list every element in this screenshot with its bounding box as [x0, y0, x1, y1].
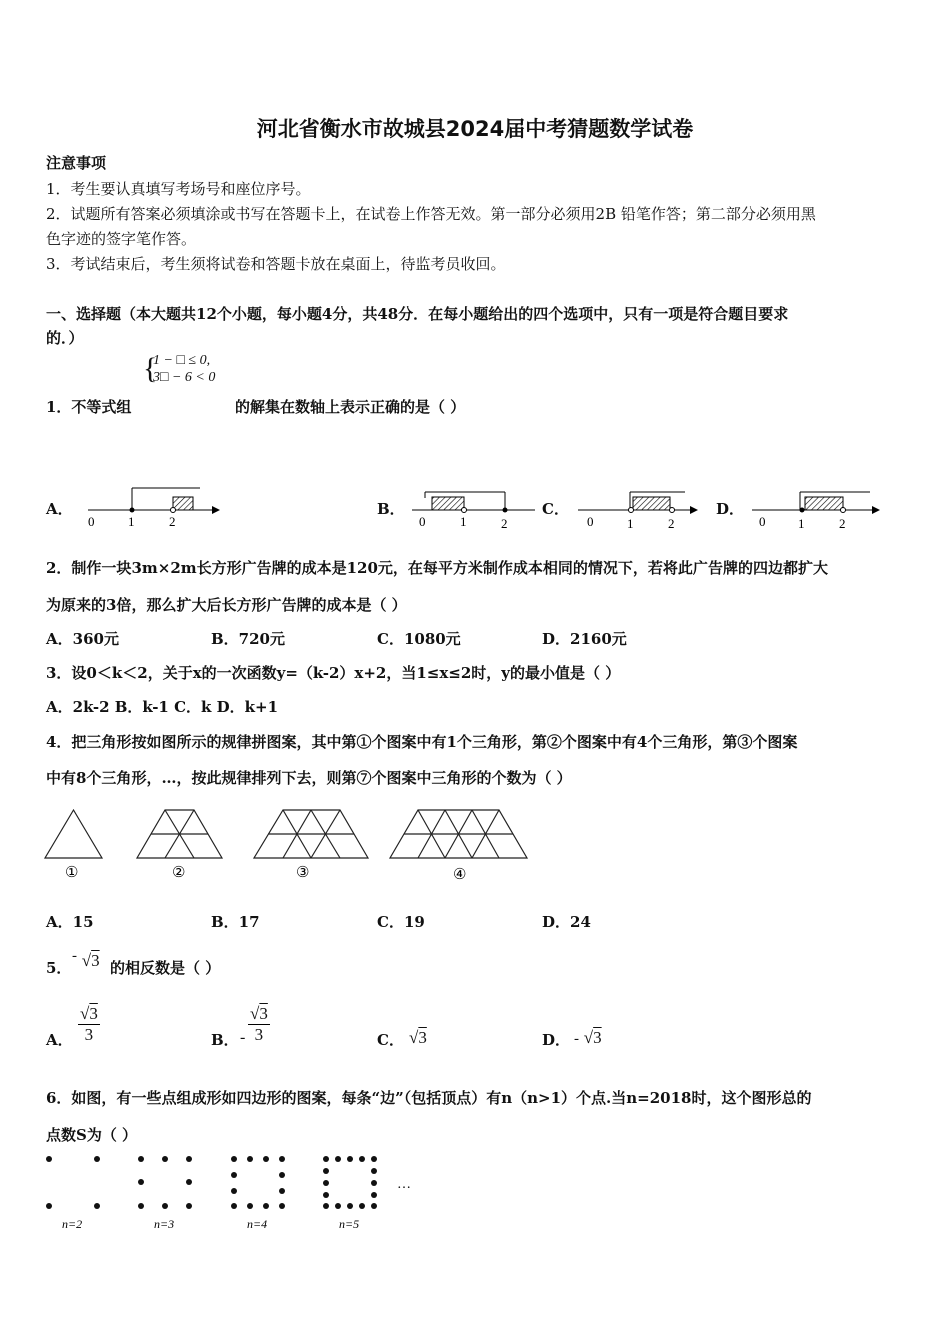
q4-option-d: D．24	[542, 913, 591, 931]
dot-pattern-n2	[46, 1156, 100, 1209]
triangle-pattern-2	[137, 810, 222, 858]
section-heading: 一、选择题（本大题共12个小题，每小题4分，共48分．在每小题给出的四个选项中，只有一项是符合题目要求	[46, 305, 789, 323]
tick-label: 1	[627, 516, 634, 531]
q2-option-c: C．1080元	[377, 630, 461, 648]
triangle-pattern-1	[45, 810, 102, 858]
tick-label: 2	[668, 516, 675, 531]
question-4-text-cont: 中有8个三角形，…，按此规律排列下去，则第⑦个图案中三角形的个数为（ ）	[46, 769, 572, 787]
pattern-label: ③	[296, 865, 310, 881]
inequality-system: { 1 − □ ≤ 0, 3□ − 6 < 0	[143, 352, 216, 385]
q5-option-a-value: $\frac{√3}{3}$	[80, 1004, 98, 1044]
q1-option-b-label: B．	[377, 500, 405, 518]
tick-label: 1	[798, 516, 805, 531]
notice-item: 色字迹的签字笔作答。	[46, 230, 197, 248]
question-1-suffix: 的解集在数轴上表示正确的是（ ）	[235, 398, 466, 416]
dot-pattern-n4	[231, 1156, 285, 1209]
q5-option-d-value: - √3	[574, 1028, 602, 1047]
q2-option-d: D．2160元	[542, 630, 627, 648]
q2-option-a: A．360元	[46, 630, 119, 648]
q1-option-d-label: D．	[716, 500, 745, 518]
q3-options: A．2k-2 B．k-1 C．k D．k+1	[46, 698, 279, 716]
q5-option-d-label: D．	[542, 1031, 571, 1049]
q5-option-b-label: B．	[211, 1031, 239, 1049]
page-title: 河北省衡水市故城县2024届中考猜题数学试卷	[256, 117, 694, 141]
triangle-patterns	[0, 800, 950, 890]
q4-option-c: C．19	[377, 913, 425, 931]
tick-label: 2	[169, 514, 176, 529]
question-4-text: 4．把三角形按如图所示的规律拼图案，其中第①个图案中有1个三角形，第②个图案中有4个三角形，第③个图案	[46, 733, 798, 751]
number-line-c	[578, 492, 698, 531]
tick-label: 0	[759, 514, 766, 529]
tick-label: 0	[587, 514, 594, 529]
pattern-label: ①	[65, 865, 79, 881]
ellipsis: …	[397, 1177, 411, 1192]
dot-label: n=4	[247, 1217, 268, 1231]
dot-pattern-n5	[323, 1156, 377, 1209]
q5-option-a-label: A．	[46, 1031, 73, 1049]
q5-option-c-value: √3	[409, 1028, 427, 1047]
q2-option-b: B．720元	[211, 630, 285, 648]
pattern-label: ④	[453, 867, 467, 883]
notice-item: 1．考生要认真填写考场号和座位序号。	[46, 180, 311, 198]
tick-label: 0	[88, 514, 95, 529]
tick-label: 2	[501, 516, 508, 531]
minus-sign: -	[240, 1029, 246, 1046]
number-line-b	[412, 492, 535, 531]
dot-patterns	[0, 1148, 950, 1238]
notice-heading: 注意事项	[46, 154, 107, 172]
pattern-label: ②	[172, 865, 186, 881]
number-line-a	[88, 488, 220, 529]
question-2-text: 2．制作一块3m×2m长方形广告牌的成本是120元，在每平方米制作成本相同的情况下，若将此广告牌的四边都扩大	[46, 559, 828, 577]
q1-option-c-label: C．	[542, 500, 569, 518]
question-2-text-cont: 为原来的3倍，那么扩大后长方形广告牌的成本是（ ）	[46, 596, 407, 614]
dot-label: n=2	[62, 1217, 83, 1231]
q5-option-b-value: $\frac{√3}{3}$	[250, 1004, 268, 1044]
question-3-text: 3．设0＜k＜2，关于x的一次函数y=（k-2）x+2，当1≤x≤2时，y的最小值是（ ）	[46, 664, 621, 682]
number-line-d	[752, 492, 880, 531]
question-5-prefix: 5．	[46, 959, 72, 977]
tick-label: 2	[839, 516, 846, 531]
tick-label: 1	[460, 514, 467, 529]
q5-option-c-label: C．	[377, 1031, 404, 1049]
question-5-suffix: 的相反数是（ ）	[110, 959, 221, 977]
number-line-figures	[0, 478, 950, 533]
q4-option-a: A．15	[46, 913, 94, 931]
tick-label: 1	[128, 514, 135, 529]
neg-sqrt3: - √3	[72, 948, 100, 970]
dot-label: n=5	[339, 1217, 360, 1231]
dot-pattern-n3	[138, 1156, 192, 1209]
dot-label: n=3	[154, 1217, 175, 1231]
question-6-text: 6．如图，有一些点组成形如四边形的图案，每条“边”（包括顶点）有n（n>1）个点.当n=2018时，这个图形总的	[46, 1089, 812, 1107]
question-6-text-cont: 点数S为（ ）	[46, 1126, 138, 1144]
q4-option-b: B．17	[211, 913, 260, 931]
section-heading-cont: 的．）	[46, 329, 84, 347]
question-1-prefix: 1．不等式组	[46, 398, 132, 416]
triangle-pattern-3	[254, 810, 368, 858]
q1-option-a-label: A．	[46, 500, 73, 518]
triangle-pattern-4	[390, 810, 527, 858]
tick-label: 0	[419, 514, 426, 529]
notice-item: 3．考试结束后，考生须将试卷和答题卡放在桌面上，待监考员收回。	[46, 255, 506, 273]
notice-item: 2．试题所有答案必须填涂或书写在答题卡上，在试卷上作答无效。第一部分必须用2B 铅笔作答；第二部分必须用黑	[46, 205, 816, 223]
